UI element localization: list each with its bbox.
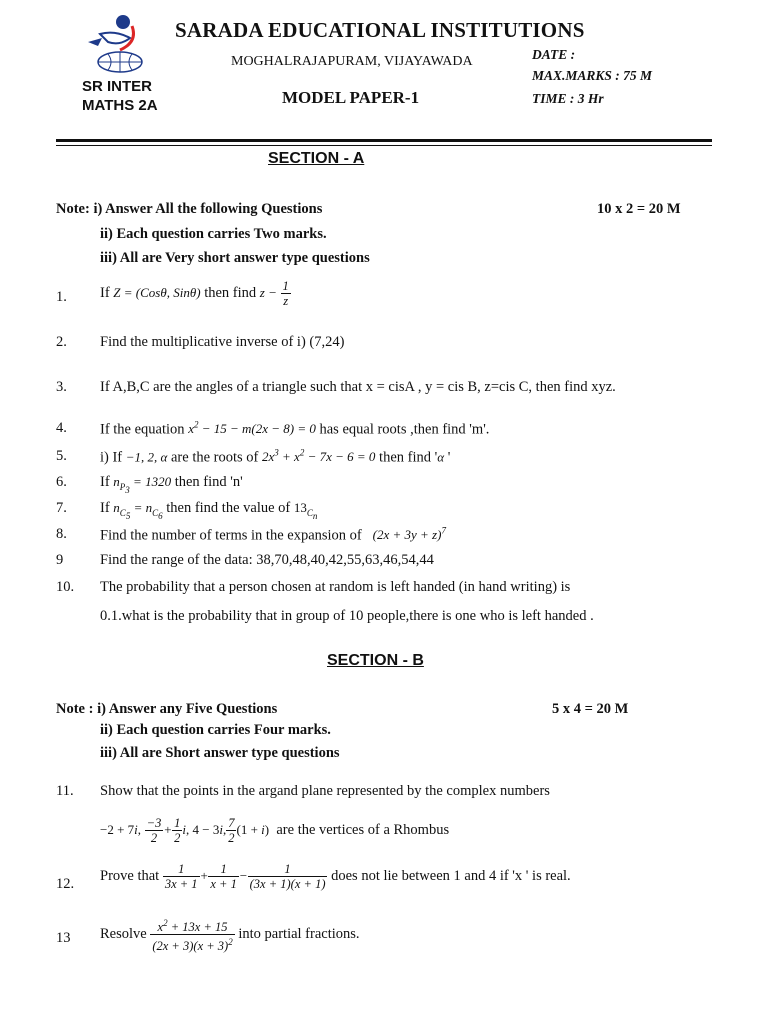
question-5-number: 5. <box>56 448 67 464</box>
question-10: The probability that a person chosen at random is left handed (in hand writing) is <box>100 579 571 595</box>
question-11-fraction-3: $\frac{7}{2}$ <box>228 816 235 845</box>
question-11-fraction-1: $\frac{-3}{2}$ <box>146 816 162 845</box>
question-8-number: 8. <box>56 526 67 542</box>
question-12-fraction-3: $\frac{1}{(3x + 1)(x + 1)}$ <box>249 862 326 891</box>
question-4-text-b: has equal roots ,then find 'm'. <box>319 421 490 438</box>
subject-name: MATHS 2A <box>82 97 158 114</box>
section-b-title: SECTION - B <box>327 652 424 669</box>
question-9: Find the range of the data: 38,70,48,40,42,55,63,46,54,44 <box>100 552 434 568</box>
question-12-text-a: Prove that <box>100 867 160 884</box>
question-10-continued: 0.1.what is the probability that in group of 10 people,there is one who is left handed . <box>100 608 594 624</box>
time-label: TIME : 3 Hr <box>532 91 604 106</box>
question-11-fraction-2: $\frac{1}{2}$ <box>174 816 181 845</box>
question-4 <box>100 420 489 438</box>
question-12-fraction-1: $\frac{1}{3x + 1}$ <box>164 862 198 891</box>
question-5: i) If −1, 2, α are the roots of $2x^3 + x^2 - 7x - 6 = 0$ then find 'α ' <box>100 448 451 466</box>
question-10-number: 10. <box>56 579 75 595</box>
institution-name: SARADA EDUCATIONAL INSTITUTIONS <box>175 18 585 42</box>
question-5-text-a: i) If <box>100 449 123 466</box>
question-4-text-a: If the equation <box>100 421 185 438</box>
section-a-note-3: iii) All are Very short answer type questions <box>100 250 370 266</box>
question-3: If A,B,C are the angles of a triangle such that x = cisA , y = cis B, z=cis C, then find xyz. <box>100 379 616 395</box>
question-12-fraction-2: $\frac{1}{x + 1}$ <box>210 862 237 891</box>
question-13-number: 13 <box>56 930 71 946</box>
question-5-roots: −1, 2, α <box>125 449 168 465</box>
question-6-text-b: then find 'n' <box>174 474 243 490</box>
question-8-math: $(2x + 3y + z)^7$ <box>372 526 446 543</box>
question-1-math-z: Z = (Cosθ, Sinθ) <box>113 284 201 300</box>
question-13-text-a: Resolve <box>100 925 147 942</box>
question-12: Prove that $\frac{1}{3x + 1}$ + $\frac{1}{x + 1}$ − $\frac{1}{(3x + 1)(x + 1)}$ does not lie between 1 and 4 if 'x ' is real. <box>100 862 571 891</box>
question-1 <box>100 279 291 308</box>
question-12-text-b: does not lie between 1 and 4 if 'x ' is real. <box>331 867 571 884</box>
question-1-number: 1. <box>56 289 67 305</box>
question-13-fraction: $\frac{x^2 + 13x + 15}{(2x + 3)(x + 3)^2}$ <box>152 918 233 954</box>
question-5-text-c: then find ' <box>379 449 438 466</box>
question-2-number: 2. <box>56 334 67 350</box>
question-11-text-b: are the vertices of a Rhombus <box>276 821 450 838</box>
question-7-text-a: If <box>100 500 110 516</box>
question-3-number: 3. <box>56 379 67 395</box>
question-7 <box>100 500 317 520</box>
section-b-note-1: Note : i) Answer any Five Questions <box>56 701 278 717</box>
question-1-fraction: $\frac{1}{z}$ <box>282 279 289 308</box>
question-1-math-expr: z − <box>259 284 277 300</box>
question-8 <box>100 526 446 544</box>
question-4-number: 4. <box>56 420 67 436</box>
question-5-equation: $2x^3 + x^2 - 7x - 6 = 0$ <box>262 448 376 465</box>
question-12-number: 12. <box>56 876 75 892</box>
question-7-math: $n_{C_5} = n_{C_6}$ <box>113 500 163 521</box>
course-name: SR INTER <box>82 78 153 95</box>
question-7-number: 7. <box>56 500 67 516</box>
question-11-number: 11. <box>56 783 74 799</box>
question-6-text-a: If <box>100 474 110 490</box>
date-label: DATE : <box>532 47 576 62</box>
section-b-note-2: ii) Each question carries Four marks. <box>100 722 331 738</box>
section-b-marks: 5 x 4 = 20 M <box>552 701 629 717</box>
question-8-text-a: Find the number of terms in the expansion of <box>100 527 362 544</box>
question-7-text-b: then find the value of <box>166 500 291 516</box>
question-11-math: −2 + 7i, <box>100 821 142 837</box>
question-7-math-2: $13_{C_n}$ <box>293 500 318 521</box>
paper-title: MODEL PAPER-1 <box>282 88 420 107</box>
section-a-note-2: ii) Each question carries Two marks. <box>100 226 327 242</box>
section-a-note-1: Note: i) Answer All the following Questions <box>56 201 323 217</box>
section-a-marks: 10 x 2 = 20 M <box>597 201 681 217</box>
question-5-text-b: are the roots of <box>171 449 259 466</box>
question-13-text-b: into partial fractions. <box>238 925 360 942</box>
max-marks: MAX.MARKS : 75 M <box>532 68 653 83</box>
question-4-math: $x^2 - 15 - m(2x - 8) = 0$ <box>188 420 316 437</box>
question-1-text-b: then find <box>204 284 257 301</box>
section-b-note-3: iii) All are Short answer type questions <box>100 745 340 761</box>
question-9-number: 9 <box>56 552 64 568</box>
question-2: Find the multiplicative inverse of i) (7,24) <box>100 334 345 350</box>
institution-logo-icon <box>80 12 160 74</box>
question-1-text-a: If <box>100 284 110 301</box>
header-divider-thick <box>56 139 712 142</box>
question-11-math-line: −2 + 7i, $\frac{-3}{2}$ + $\frac{1}{2}$ i, 4 − 3i, $\frac{7}{2}$ (1 + i) are the vertices of a Rhombus <box>100 816 450 845</box>
location: MOGHALRAJAPURAM, VIJAYAWADA <box>231 54 473 69</box>
question-6 <box>100 474 243 494</box>
question-11: Show that the points in the argand plane represented by the complex numbers <box>100 783 550 799</box>
question-5-alpha: α <box>437 449 445 465</box>
question-6-math: $n_{P_3} = 1320$ <box>113 474 172 495</box>
question-6-number: 6. <box>56 474 67 490</box>
section-a-title: SECTION - A <box>268 150 365 167</box>
header-divider-thin <box>56 145 712 146</box>
question-13 <box>100 916 360 953</box>
